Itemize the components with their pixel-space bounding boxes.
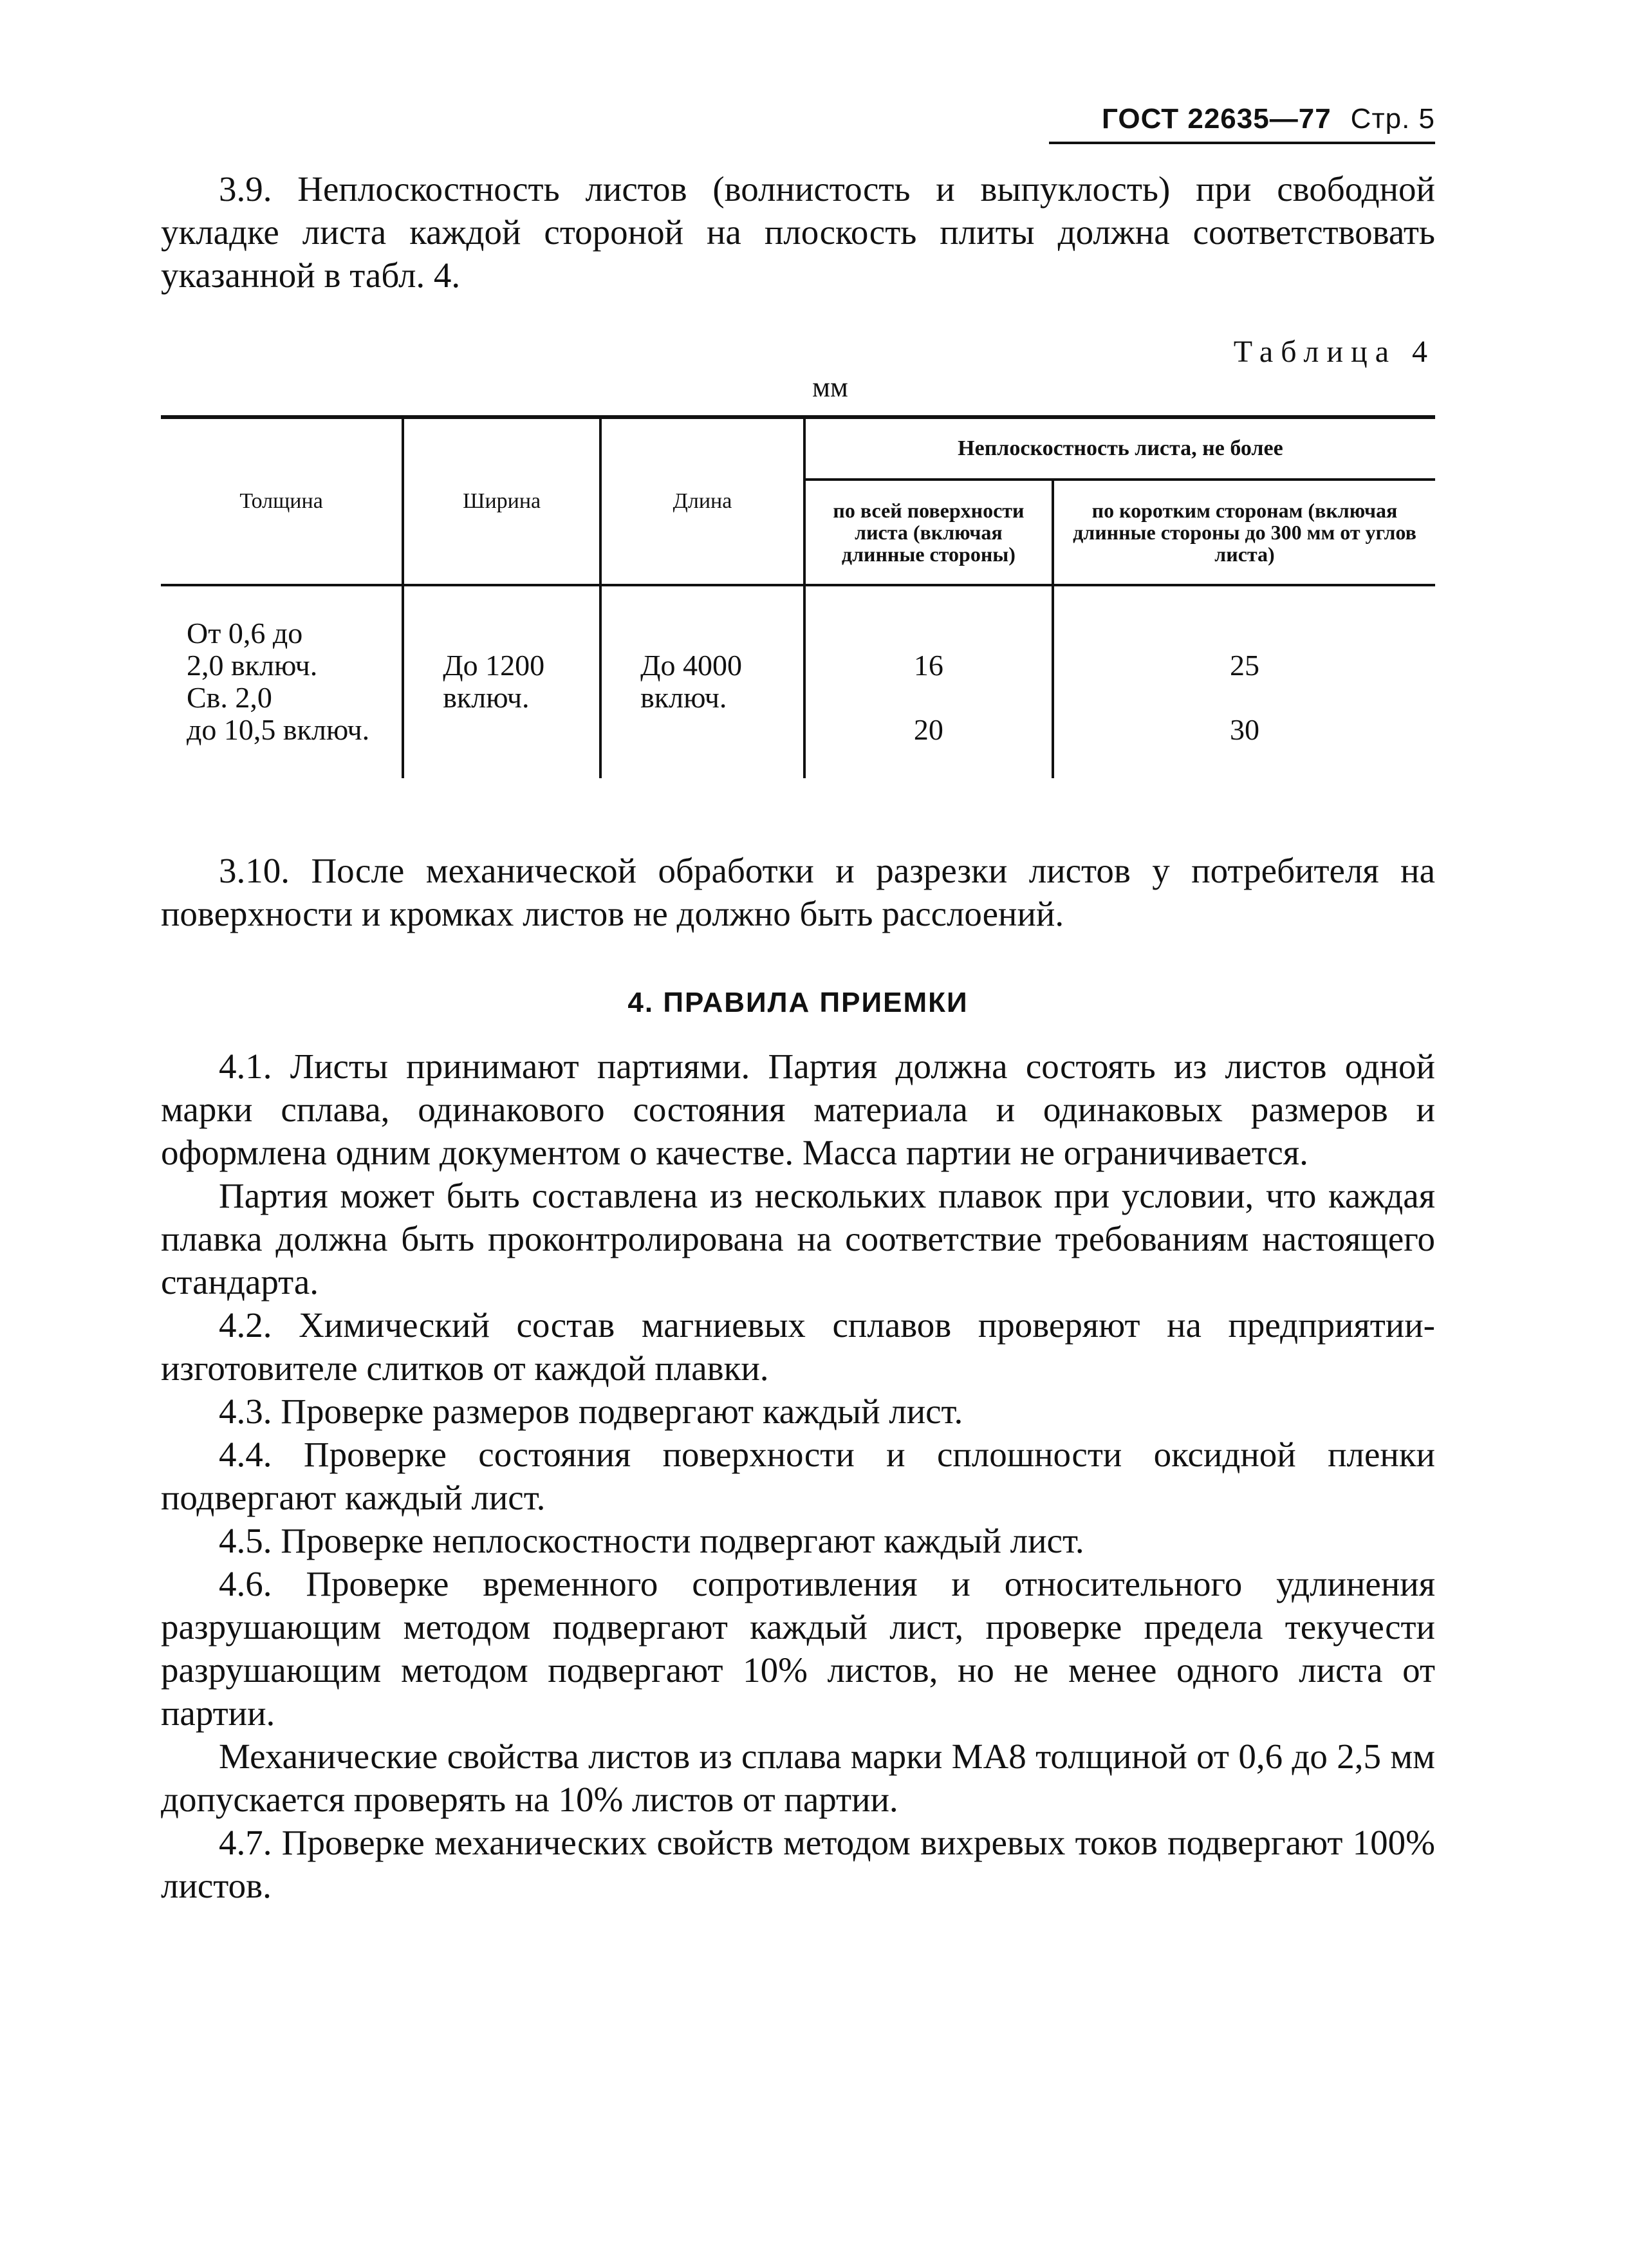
whole-value: 20 [913, 713, 943, 746]
flatness-table [161, 415, 1435, 778]
page-number: Стр. 5 [1350, 103, 1435, 135]
paragraph-4-6-continued: Механические свойства листов из сплава марки МА8 толщиной от 0,6 до 2,5 мм допускается проверять на 10% листов от партии. [161, 1737, 1435, 1819]
paragraph-4-4: 4.4. Проверке состояния поверхности и сплошности оксидной пленки подвергают каждый лист. [161, 1435, 1435, 1517]
header-flatness-group: Неплоскостность листа, не более [804, 417, 1435, 480]
running-header [1049, 103, 1435, 144]
width-line: До 1200 [443, 649, 545, 682]
paragraph-4-2: 4.2. Химический состав магниевых сплавов проверяют на предприятии-изготовителе слитков от каждой плавки. [161, 1305, 1435, 1388]
thickness-line: От 0,6 до [187, 617, 303, 649]
width-line: включ. [443, 681, 530, 714]
cell-short-sides [1053, 585, 1435, 778]
section-4-heading: 4. ПРАВИЛА ПРИЕМКИ [627, 987, 969, 1018]
cell-length [600, 585, 804, 778]
standard-number: ГОСТ 22635—77 [1102, 103, 1332, 135]
header-whole-surface: по всей поверхности листа (включая длинные стороны) [804, 480, 1053, 585]
thickness-line: Св. 2,0 [187, 681, 272, 714]
length-line: включ. [640, 681, 727, 714]
short-value: 30 [1229, 713, 1259, 746]
header-short-sides: по коротким сторонам (включая длинные стороны до 300 мм от углов листа) [1073, 499, 1416, 566]
paragraph-4-5: 4.5. Проверке неплоскостности подвергают каждый лист. [219, 1521, 1084, 1560]
length-line: До 4000 [640, 649, 742, 682]
paragraph-3-10: 3.10. После механической обработки и разрезки листов у потребителя на поверхности и кромках листов не должно быть расслоений. [161, 851, 1435, 933]
table-row [161, 585, 1435, 778]
header-thickness: Толщина [161, 417, 403, 585]
thickness-line: до 10,5 включ. [187, 713, 370, 746]
header-width: Ширина [403, 417, 600, 585]
table-caption: Таблица 4 [1233, 335, 1435, 369]
thickness-line: 2,0 включ. [187, 649, 318, 682]
whole-value: 16 [913, 649, 943, 682]
document-page [161, 103, 1435, 1907]
cell-width [403, 585, 600, 778]
table-unit: мм [812, 371, 848, 403]
paragraph-4-3: 4.3. Проверке размеров подвергают каждый лист. [219, 1392, 963, 1431]
paragraph-4-1: 4.1. Листы принимают партиями. Партия должна состоять из листов одной марки сплава, одинакового состояния материала и одинаковых размеров и оформлена одним документом о качестве. Масса партии не ограничивается. [161, 1047, 1435, 1172]
paragraph-4-1-continued: Партия может быть составлена из нескольких плавок при условии, что каждая плавка должна быть проконтролирована на соответствие требованиям настоящего стандарта. [161, 1176, 1435, 1302]
cell-whole-surface [804, 585, 1053, 778]
short-value: 25 [1229, 649, 1259, 682]
header-length: Длина [600, 417, 804, 585]
paragraph-3-9: 3.9. Неплоскостность листов (волнистость и выпуклость) при свободной укладке листа каждой стороной на плоскость плиты должна соответствовать указанной в табл. 4. [161, 169, 1435, 295]
paragraph-4-6: 4.6. Проверке временного сопротивления и относительного удлинения разрушающим методом подвергают каждый лист, проверке предела текучести разрушающим методом подвергают 10% листов, но не менее одного листа от партии. [161, 1564, 1435, 1733]
paragraph-4-7: 4.7. Проверке механических свойств методом вихревых токов подвергают 100% листов. [161, 1823, 1435, 1905]
cell-thickness [161, 585, 403, 778]
